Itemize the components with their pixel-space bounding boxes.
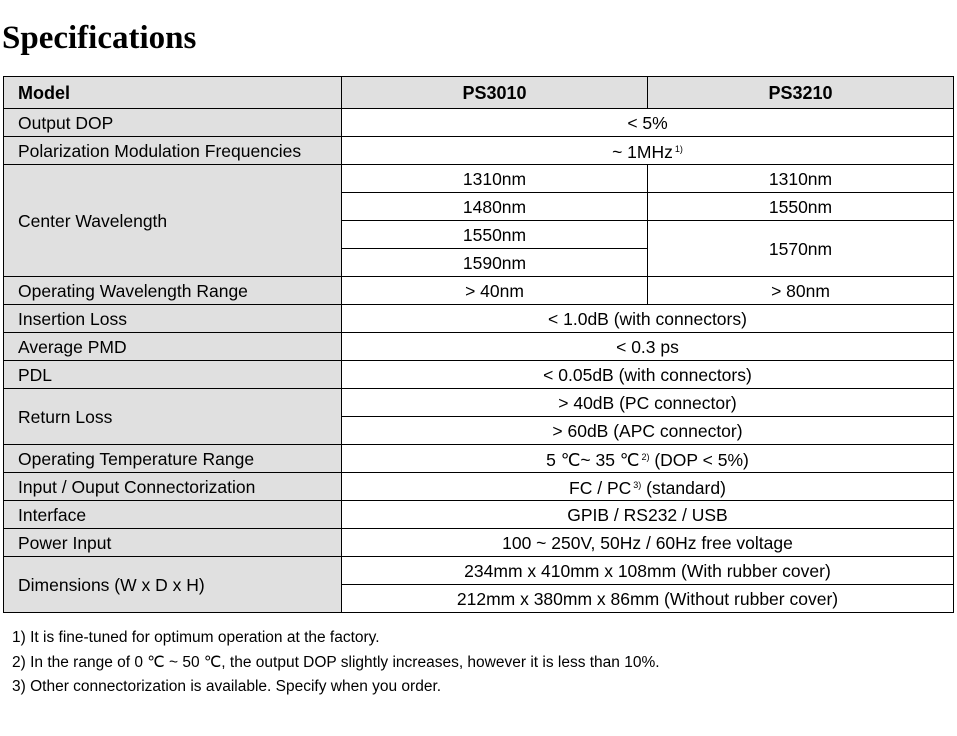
wl-ps3210-3: 1570nm (648, 221, 954, 277)
row-label-interface: Interface (4, 501, 342, 529)
row-label-dimensions: Dimensions (W x D x H) (4, 557, 342, 613)
table-row (4, 165, 954, 193)
value-insertion-loss: < 1.0dB (with connectors) (342, 305, 954, 333)
value-return-loss-pc: > 40dB (PC connector) (342, 389, 954, 417)
value-pol-mod-text: ~ 1MHz (612, 142, 673, 162)
value-dimensions-without-cover: 212mm x 380mm x 86mm (Without rubber cover) (342, 585, 954, 613)
page-title: Specifications (2, 20, 197, 56)
table-row (4, 529, 954, 557)
header-ps3010: PS3010 (342, 77, 648, 109)
header-model: Model (4, 77, 342, 109)
table-row (4, 277, 954, 305)
value-return-loss-apc: > 60dB (APC connector) (342, 417, 954, 445)
table-row (4, 137, 954, 165)
header-ps3210: PS3210 (648, 77, 954, 109)
footnote-2: 2) In the range of 0 ℃ ~ 50 ℃, the output DOP slightly increases, however it is less than 10%. (12, 653, 660, 671)
value-op-temp (342, 445, 954, 473)
value-connectorization-type: FC / PC (569, 478, 632, 498)
row-label-avg-pmd: Average PMD (4, 333, 342, 361)
table-row (4, 557, 954, 585)
wl-ps3010-3: 1550nm (342, 221, 648, 249)
value-op-temp-range: 5 ℃~ 35 ℃ (546, 450, 640, 470)
wl-ps3010-2: 1480nm (342, 193, 648, 221)
value-output-dop: < 5% (342, 109, 954, 137)
table-row (4, 333, 954, 361)
row-label-op-wl-range: Operating Wavelength Range (4, 277, 342, 305)
row-label-center-wl: Center Wavelength (4, 165, 342, 277)
row-label-pol-mod: Polarization Modulation Frequencies (4, 137, 342, 165)
value-op-wl-range-ps3010: > 40nm (342, 277, 648, 305)
row-label-op-temp: Operating Temperature Range (4, 445, 342, 473)
footnote-3: 3) Other connectorization is available. Specify when you order. (12, 678, 442, 695)
table-row (4, 109, 954, 137)
footnotes (12, 626, 660, 700)
value-connectorization-std: (standard) (646, 478, 726, 498)
value-op-wl-range-ps3210: > 80nm (648, 277, 954, 305)
wl-ps3010-4: 1590nm (342, 249, 648, 277)
wl-ps3210-2: 1550nm (648, 193, 954, 221)
wl-ps3010-1: 1310nm (342, 165, 648, 193)
row-label-output-dop: Output DOP (4, 109, 342, 137)
specifications-table (3, 76, 954, 613)
row-label-pdl: PDL (4, 361, 342, 389)
value-power-input: 100 ~ 250V, 50Hz / 60Hz free voltage (342, 529, 954, 557)
table-row (4, 305, 954, 333)
value-interface: GPIB / RS232 / USB (342, 501, 954, 529)
row-label-insertion-loss: Insertion Loss (4, 305, 342, 333)
footnote-ref-3: 3) (633, 480, 642, 490)
footnote-ref-1: 1) (674, 144, 683, 154)
footnote-1: 1) It is fine-tuned for optimum operation at the factory. (12, 629, 380, 646)
table-row (4, 473, 954, 501)
table-row (4, 361, 954, 389)
wl-ps3210-1: 1310nm (648, 165, 954, 193)
row-label-power-input: Power Input (4, 529, 342, 557)
footnote-ref-2: 2) (641, 452, 650, 462)
table-row (4, 501, 954, 529)
value-avg-pmd: < 0.3 ps (342, 333, 954, 361)
table-row (4, 445, 954, 473)
value-op-temp-dop: (DOP < 5%) (654, 450, 749, 470)
table-header-row (4, 77, 954, 109)
row-label-return-loss: Return Loss (4, 389, 342, 445)
value-pdl: < 0.05dB (with connectors) (342, 361, 954, 389)
value-connectorization (342, 473, 954, 501)
value-dimensions-with-cover: 234mm x 410mm x 108mm (With rubber cover) (342, 557, 954, 585)
value-pol-mod (342, 137, 954, 165)
row-label-connectorization: Input / Ouput Connectorization (4, 473, 342, 501)
table-row (4, 389, 954, 417)
